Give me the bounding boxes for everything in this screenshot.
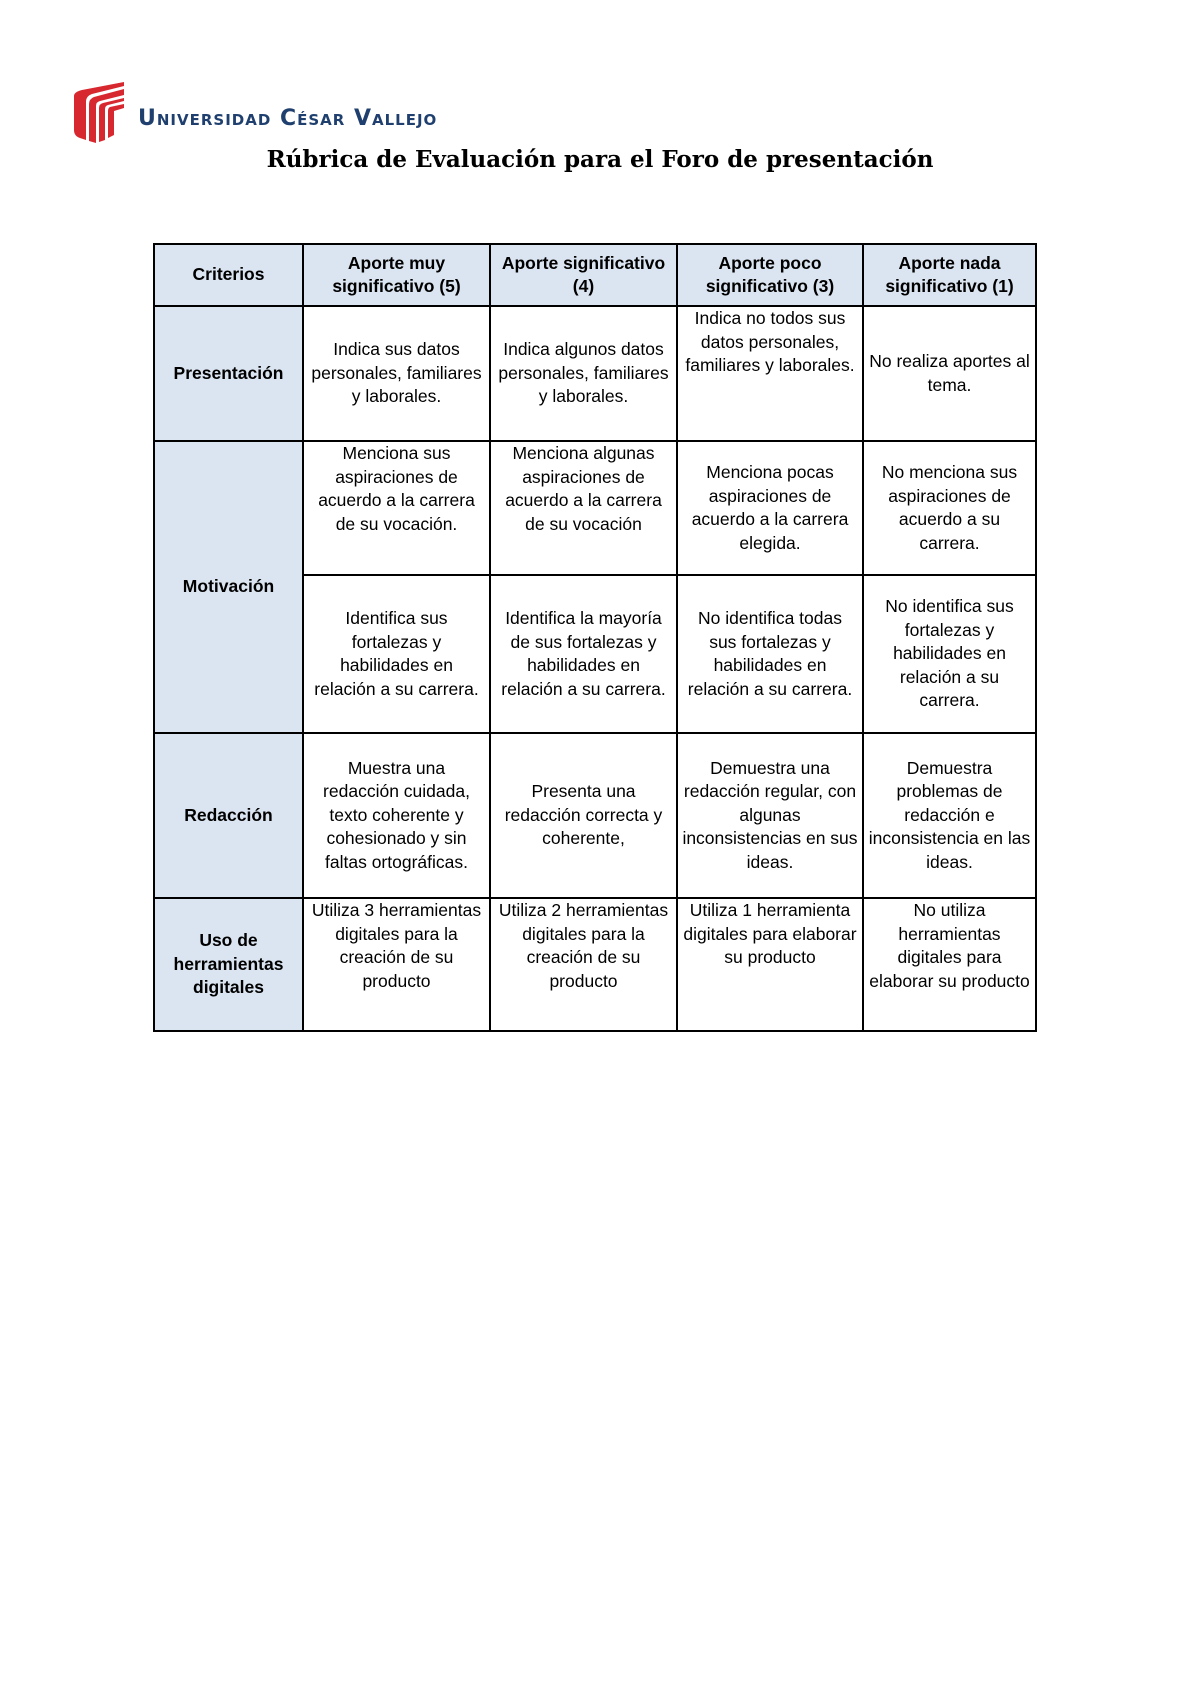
table-cell: Indica algunos datos personales, familiares y laborales. [490, 306, 677, 441]
column-header-level-1: Aporte nada significativo (1) [863, 244, 1036, 306]
column-header-criterios: Criterios [154, 244, 303, 306]
table-cell: Utiliza 3 herramientas digitales para la creación de su producto [303, 898, 490, 1031]
table-row-redaccion [154, 733, 1036, 898]
table-cell: Demuestra problemas de redacción e inconsistencia en las ideas. [863, 733, 1036, 898]
table-cell: No identifica sus fortalezas y habilidades en relación a su carrera. [863, 575, 1036, 733]
table-cell: No identifica todas sus fortalezas y habilidades en relación a su carrera. [677, 575, 863, 733]
criterion-motivacion: Motivación [154, 441, 303, 733]
table-cell: Menciona sus aspiraciones de acuerdo a la carrera de su vocación. [303, 441, 490, 575]
table-cell: Utiliza 2 herramientas digitales para la creación de su producto [490, 898, 677, 1031]
column-header-level-3: Aporte poco significativo (3) [677, 244, 863, 306]
rubric-table [153, 243, 1037, 1032]
criterion-uso-herramientas: Uso de herramientas digitales [154, 898, 303, 1031]
table-header-row [154, 244, 1036, 306]
table-row-presentacion [154, 306, 1036, 441]
table-cell: Identifica sus fortalezas y habilidades en relación a su carrera. [303, 575, 490, 733]
table-cell: No realiza aportes al tema. [863, 306, 1036, 441]
ucv-shield-icon [72, 82, 126, 144]
table-cell: Utiliza 1 herramienta digitales para elaborar su producto [677, 898, 863, 1031]
column-header-level-5: Aporte muy significativo (5) [303, 244, 490, 306]
table-row-motivacion-1 [154, 441, 1036, 575]
table-cell: Menciona pocas aspiraciones de acuerdo a la carrera elegida. [677, 441, 863, 575]
table-cell: Muestra una redacción cuidada, texto coherente y cohesionado y sin faltas ortográficas. [303, 733, 490, 898]
table-cell: Menciona algunas aspiraciones de acuerdo a la carrera de su vocación [490, 441, 677, 575]
table-cell: Presenta una redacción correcta y coherente, [490, 733, 677, 898]
table-cell: Indica sus datos personales, familiares y laborales. [303, 306, 490, 441]
table-cell: No menciona sus aspiraciones de acuerdo a su carrera. [863, 441, 1036, 575]
criterion-presentacion: Presentación [154, 306, 303, 441]
logo-text: Universidad César Vallejo [138, 105, 438, 131]
university-logo [72, 82, 437, 144]
table-cell: Identifica la mayoría de sus fortalezas y habilidades en relación a su carrera. [490, 575, 677, 733]
table-cell: No utiliza herramientas digitales para elaborar su producto [863, 898, 1036, 1031]
table-row-uso-herramientas [154, 898, 1036, 1031]
criterion-redaccion: Redacción [154, 733, 303, 898]
document-title: Rúbrica de Evaluación para el Foro de presentación [266, 146, 934, 173]
table-cell: Indica no todos sus datos personales, familiares y laborales. [677, 306, 863, 441]
column-header-level-4: Aporte significativo (4) [490, 244, 677, 306]
table-cell: Demuestra una redacción regular, con algunas inconsistencias en sus ideas. [677, 733, 863, 898]
